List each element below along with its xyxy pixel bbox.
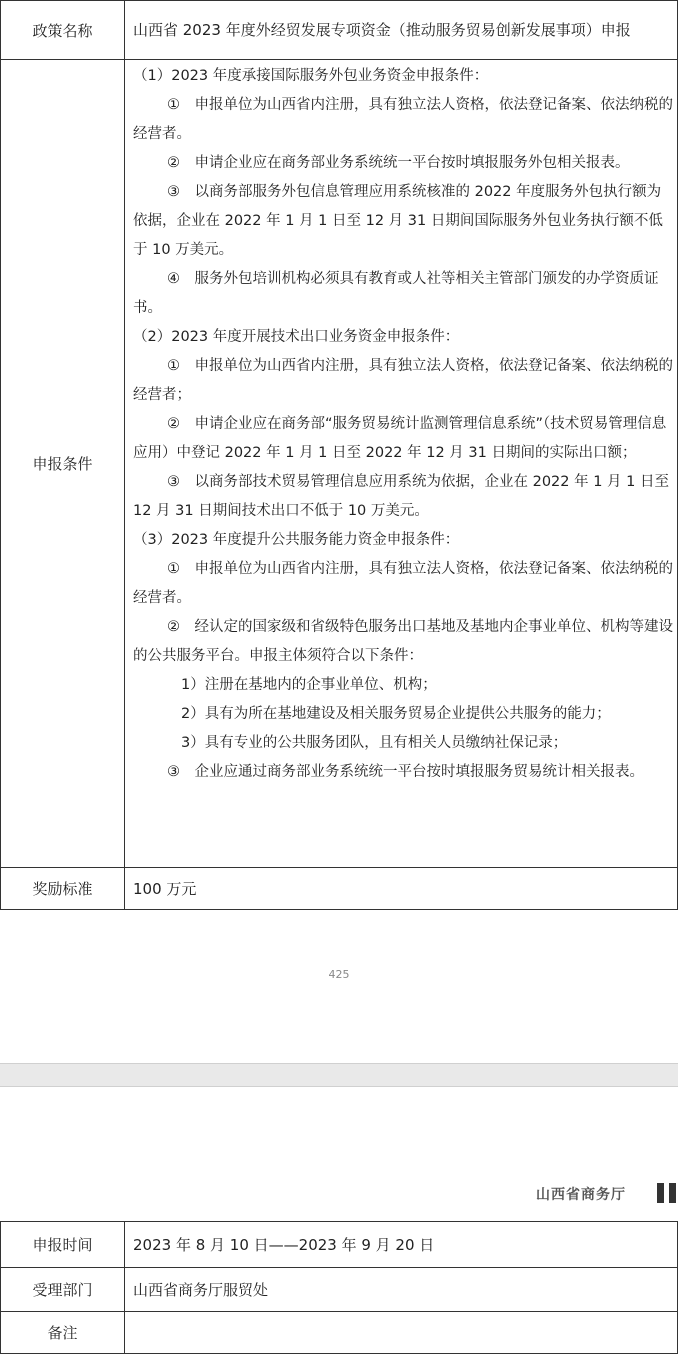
condition-item: ① 申报单位为山西省内注册，具有独立法人资格，依法登记备案、依法纳税的经营者。 — [133, 561, 673, 606]
dept-value: 山西省商务厅服贸处 — [125, 1268, 678, 1312]
time-label: 申报时间 — [1, 1222, 125, 1268]
condition-item: ③ 以商务部服务外包信息管理应用系统核准的 2022 年度服务外包执行额为依据，企业在 2022 年 1 月 1 日至 12 月 31 日期间国际服务外包业务执行额不低于 10 万美元。 — [133, 184, 663, 258]
condition-item: ① 申报单位为山西省内注册，具有独立法人资格，依法登记备案、依法纳税的经营者； — [133, 358, 673, 403]
condition-heading-2: （2）2023 年度开展技术出口业务资金申报条件： — [133, 329, 460, 345]
reward-row — [1, 868, 678, 910]
conditions-content — [125, 60, 678, 868]
remark-row — [1, 1312, 678, 1354]
dept-label: 受理部门 — [1, 1268, 125, 1312]
condition-item: ② 经认定的国家级和省级特色服务出口基地及基地内企事业单位、机构等建设的公共服务平台。申报主体须符合以下条件： — [133, 619, 673, 664]
reward-value: 100 万元 — [125, 868, 678, 910]
remark-value — [125, 1312, 678, 1354]
condition-subitem: 3）具有专业的公共服务团队，且有相关人员缴纳社保记录； — [181, 735, 568, 751]
time-value: 2023 年 8 月 10 日——2023 年 9 月 20 日 — [125, 1222, 678, 1268]
remark-label: 备注 — [1, 1312, 125, 1354]
condition-item: ④ 服务外包培训机构必须具有教育或人社等相关主管部门颁发的办学资质证书。 — [133, 271, 659, 316]
condition-heading-3: （3）2023 年度提升公共服务能力资金申报条件： — [133, 532, 460, 548]
condition-subitem: 1）注册在基地内的企事业单位、机构； — [181, 677, 437, 693]
reward-label: 奖励标准 — [1, 868, 125, 910]
condition-item: ① 申报单位为山西省内注册，具有独立法人资格，依法登记备案、依法纳税的经营者。 — [133, 97, 673, 142]
header-bars-icon — [654, 1183, 678, 1203]
policy-name-row — [1, 1, 678, 60]
dept-row — [1, 1268, 678, 1312]
conditions-label: 申报条件 — [1, 60, 125, 868]
condition-item: ③ 以商务部技术贸易管理信息应用系统为依据，企业在 2022 年 1 月 1 日至 12 月 31 日期间技术出口不低于 10 万美元。 — [133, 474, 670, 519]
condition-item: ② 申请企业应在商务部业务系统统一平台按时填报服务外包相关报表。 — [167, 155, 630, 171]
time-row — [1, 1222, 678, 1268]
condition-heading-1: （1）2023 年度承接国际服务外包业务资金申报条件： — [133, 68, 489, 84]
conditions-row — [1, 60, 678, 868]
policy-name-label: 政策名称 — [1, 1, 125, 60]
condition-item: ③ 企业应通过商务部业务系统统一平台按时填报服务贸易统计相关报表。 — [167, 764, 644, 780]
info-table — [0, 1221, 678, 1354]
page-number: 425 — [328, 968, 350, 981]
policy-name-value: 山西省 2023 年度外经贸发展专项资金（推动服务贸易创新发展事项）申报 — [125, 1, 678, 60]
condition-subitem: 2）具有为所在基地建设及相关服务贸易企业提供公共服务的能力； — [181, 706, 611, 722]
page-separator — [0, 1063, 678, 1087]
condition-item: ② 申请企业应在商务部“服务贸易统计监测管理信息系统”（技术贸易管理信息应用）中登记 2022 年 1 月 1 日至 2022 年 12 月 31 日期间的实际出口额； — [133, 416, 667, 461]
header-brand: 山西省商务厅 — [536, 1187, 626, 1203]
